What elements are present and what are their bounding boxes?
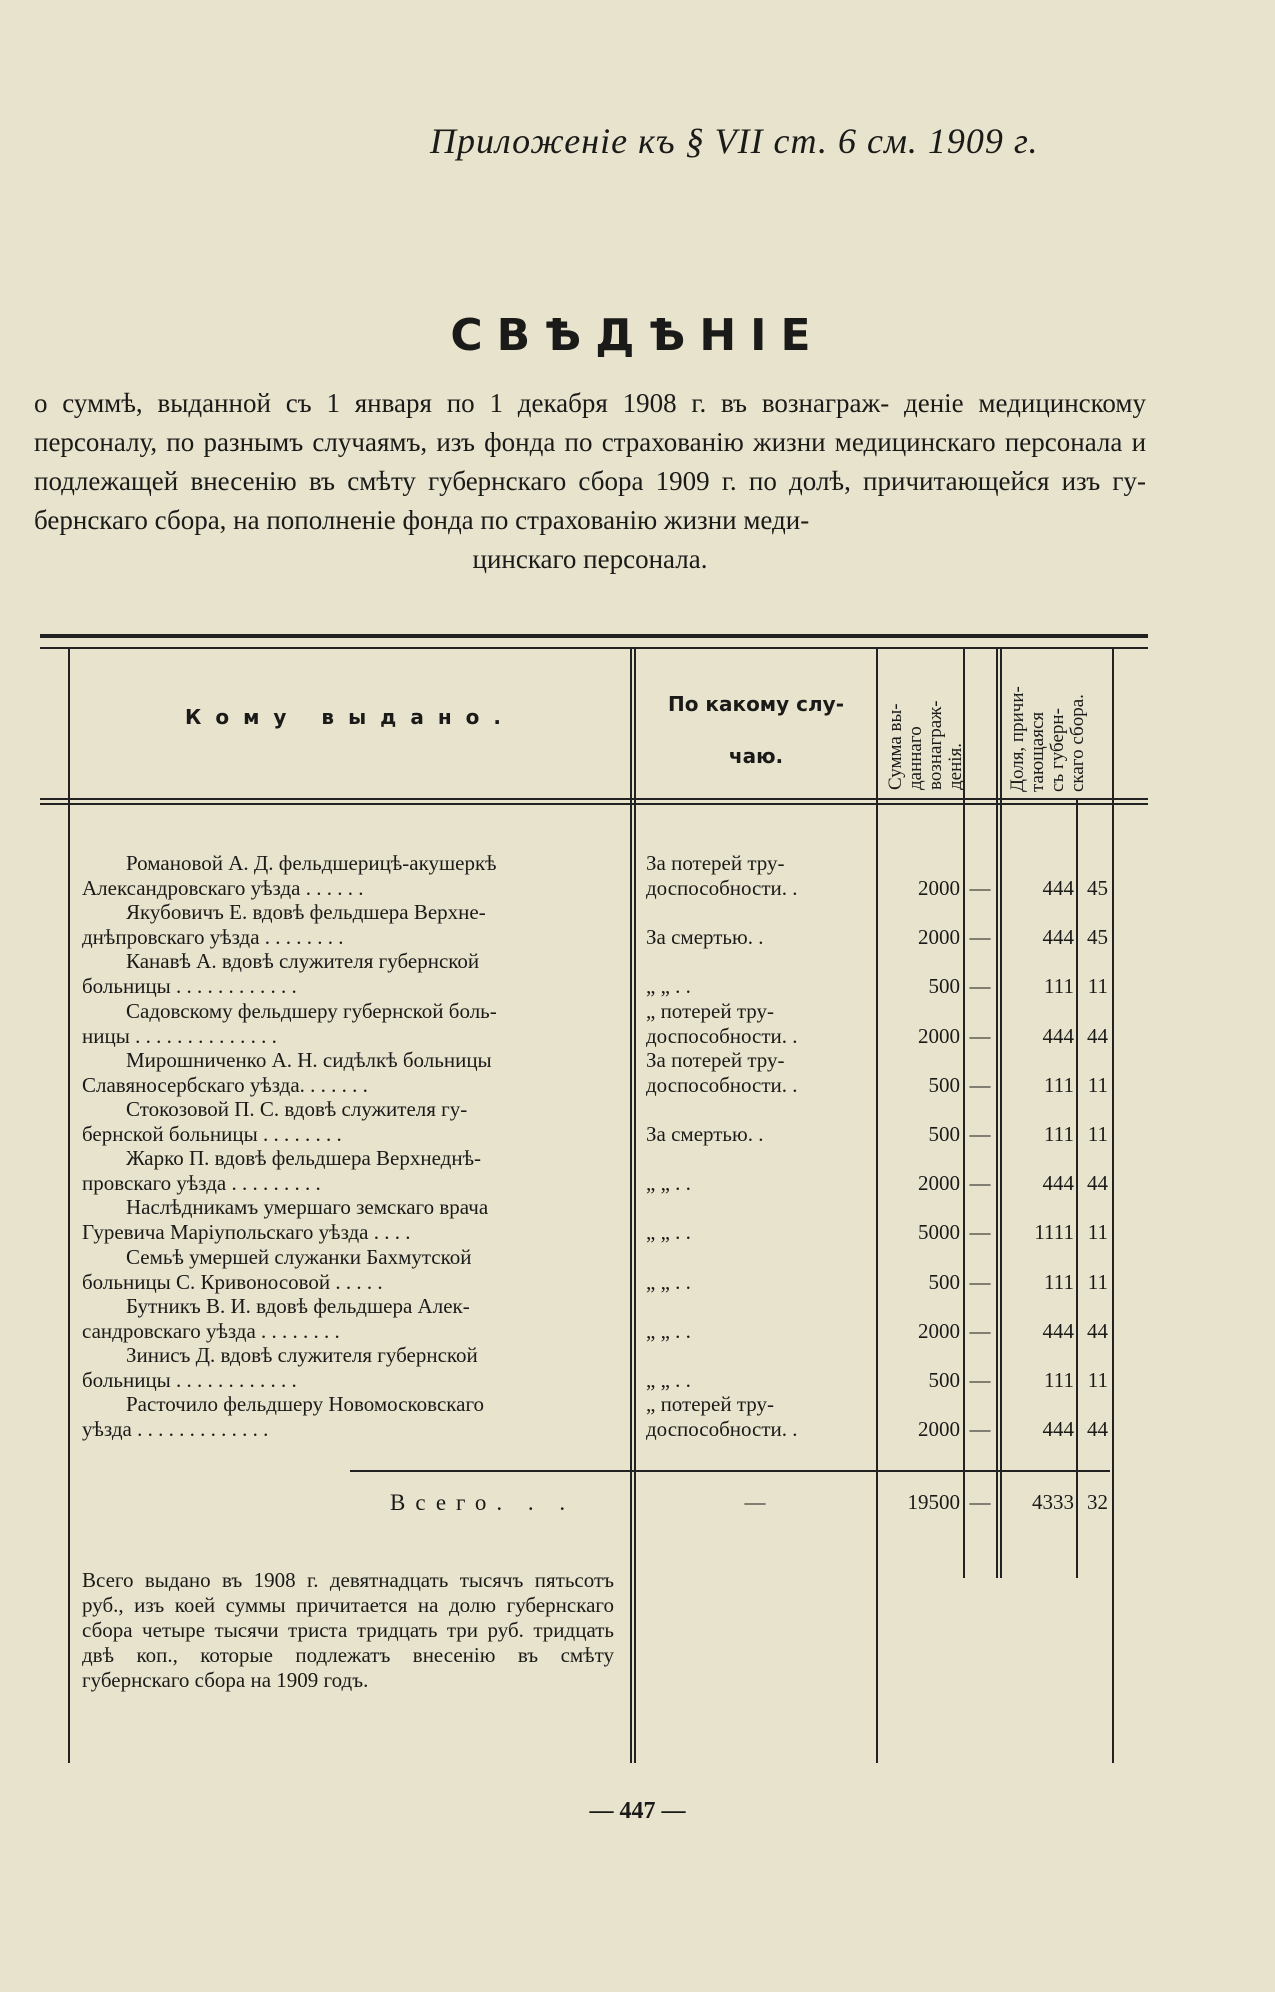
- case-line-1: За потерей тру-: [646, 1047, 785, 1072]
- table-row-share-kop: 11: [1087, 974, 1108, 999]
- case-line-1: [646, 1146, 878, 1171]
- page-number: — 447 —: [589, 1798, 686, 1824]
- case-line-2: доспособности. .: [646, 1023, 798, 1048]
- subtitle-line: страхованію жизни медицинскаго персонала и подлежащей внесенію: [34, 427, 1147, 496]
- col-divider-who: [630, 648, 632, 1763]
- who-line-1: Семьѣ умершей служанки Бахмутской: [126, 1244, 472, 1269]
- case-line-2: доспособности. .: [646, 1072, 798, 1097]
- subtitle-line: бернскаго сбора, на пополненіе фонда по страхованію жизни меди-: [34, 505, 810, 535]
- col-divider-who-2: [634, 648, 636, 1763]
- table-row-sum: 500: [928, 1122, 960, 1146]
- table-row-dash: —: [969, 1072, 991, 1097]
- case-line-1: [646, 1294, 878, 1319]
- who-line-2: бернской больницы . . . . . . . .: [82, 1122, 342, 1146]
- case-line-2: „ „ . .: [646, 1318, 691, 1343]
- table-row-share-kop: 45: [1087, 876, 1108, 900]
- header-bottom-rule-2: [40, 803, 1148, 805]
- table-row-share-rub: 444: [1042, 1417, 1074, 1442]
- header-bottom-rule: [40, 798, 1148, 800]
- table-row-share-kop: 11: [1087, 1368, 1108, 1392]
- table-row-share-kop: 44: [1087, 1171, 1108, 1196]
- col-divider-dash: [996, 648, 998, 1578]
- case-line-2: „ „ . .: [646, 1171, 691, 1196]
- column-header-case-line1: По какому слу-: [667, 692, 844, 716]
- case-line-1: [646, 1343, 878, 1368]
- table-row-case: [646, 1097, 878, 1147]
- table-row-share-rub: 111: [1044, 1122, 1074, 1146]
- who-line-1: Расточило фельдшеру Новомосковскаго: [126, 1392, 485, 1417]
- column-header-sum-line: Сумма вы-: [885, 703, 906, 790]
- document-subtitle: [34, 384, 1146, 579]
- table-row-case: [646, 1294, 878, 1344]
- table-row-sum: 500: [928, 974, 960, 999]
- table-row-share-kop: 44: [1087, 1023, 1108, 1048]
- column-header-share-line: Доля, причи-: [1007, 686, 1028, 792]
- table-row-sum: 2000: [918, 1318, 960, 1343]
- table-row-who: [82, 999, 614, 1049]
- who-line-2: больницы С. Кривоносовой . . . . .: [82, 1269, 383, 1294]
- table-row-case: [646, 1146, 878, 1196]
- col-divider-kop: [1076, 800, 1078, 1578]
- table-row-sum: 2000: [918, 1171, 960, 1196]
- table-row-sum: 5000: [918, 1220, 960, 1245]
- column-header-sum-line: денія.: [945, 742, 966, 790]
- table-row-who: [82, 949, 614, 999]
- who-line-1: Наслѣдникамъ умершаго земскаго врача: [126, 1195, 489, 1220]
- who-line-2: Славяносербскаго уѣзда. . . . . . .: [82, 1072, 368, 1097]
- table-row-share-kop: 11: [1087, 1220, 1108, 1245]
- total-sum: 19500: [907, 1490, 960, 1514]
- table-row-sum: 500: [928, 1368, 960, 1392]
- who-line-1: Садовскому фельдшеру губернской боль-: [126, 998, 497, 1023]
- case-line-1: [646, 1195, 878, 1220]
- table-row-share-rub: 444: [1042, 876, 1074, 900]
- case-line-1: „ потерей тру-: [646, 998, 774, 1023]
- table-row-share-kop: 44: [1087, 1417, 1108, 1442]
- table-row-share-rub: 111: [1044, 974, 1074, 999]
- table-row-case: [646, 1343, 878, 1393]
- table-row-sum: 2000: [918, 1417, 960, 1442]
- case-line-2: За смертью. .: [646, 1122, 764, 1146]
- total-case: —: [744, 1490, 766, 1514]
- col-divider-share: [1000, 648, 1002, 1578]
- total-dash: —: [969, 1490, 991, 1514]
- table-row-share-rub: 111: [1044, 1269, 1074, 1294]
- who-line-2: Гуревича Маріупольскаго уѣзда . . . .: [82, 1220, 411, 1245]
- table-border-right: [1112, 648, 1114, 1763]
- column-header-sum-line: вознаграж-: [925, 700, 946, 790]
- column-header-case-line2: чаю.: [728, 744, 784, 768]
- who-line-2: провскаго уѣзда . . . . . . . . .: [82, 1171, 321, 1196]
- top-double-rule: [40, 634, 1148, 649]
- case-line-1: „ потерей тру-: [646, 1392, 774, 1417]
- table-row-dash: —: [969, 876, 991, 900]
- table-row-who: [82, 1392, 614, 1442]
- table-row-dash: —: [969, 1318, 991, 1343]
- subtitle-line: въ смѣту губернскаго сбора 1909 г. по долѣ, причитающейся изъ гу-: [308, 466, 1146, 496]
- case-line-2: „ „ . .: [646, 1269, 691, 1294]
- table-row-who: [82, 1343, 614, 1393]
- table-row-case: [646, 1195, 878, 1245]
- table-row-who: [82, 1294, 614, 1344]
- table-row-case: [646, 949, 878, 999]
- table-row-case: [646, 1392, 878, 1442]
- total-top-rule: [350, 1470, 1110, 1472]
- table-row-dash: —: [969, 1269, 991, 1294]
- table-row-case: [646, 900, 878, 950]
- who-line-1: Зинисъ Д. вдовѣ служителя губернской: [126, 1343, 478, 1367]
- column-header-sum-line: даннаго: [905, 726, 926, 790]
- case-line-1: [646, 1245, 878, 1270]
- table-row-share-rub: 444: [1042, 1171, 1074, 1196]
- table-row-case: [646, 851, 878, 901]
- table-row-case: [646, 1048, 878, 1098]
- table-row-who: [82, 1097, 614, 1147]
- who-line-1: Якубовичъ Е. вдовѣ фельдшера Верхне-: [126, 900, 486, 925]
- table-row-share-rub: 111: [1044, 1072, 1074, 1097]
- table-row-dash: —: [969, 1171, 991, 1196]
- table-row-sum: 2000: [918, 925, 960, 950]
- who-line-2: больницы . . . . . . . . . . . .: [82, 974, 297, 999]
- table-row-case: [646, 1245, 878, 1295]
- table-row-sum: 500: [928, 1269, 960, 1294]
- column-header-share-line: скаго сбора.: [1067, 694, 1088, 792]
- who-line-1: Мирошниченко А. Н. сидѣлкѣ больницы: [126, 1047, 492, 1072]
- who-line-1: Бутникъ В. И. вдовѣ фельдшера Алек-: [126, 1293, 470, 1318]
- table-row-dash: —: [969, 1220, 991, 1245]
- who-line-1: Жарко П. вдовѣ фельдшера Верхнеднѣ-: [126, 1146, 481, 1171]
- case-line-1: [646, 949, 878, 974]
- subtitle-line: о суммѣ, выданной съ 1 января по 1 декабря 1908 г. въ вознаграж-: [34, 388, 890, 418]
- table-row-who: [82, 1146, 614, 1196]
- table-row-sum: 500: [928, 1072, 960, 1097]
- table-row-dash: —: [969, 1023, 991, 1048]
- table-row-sum: 2000: [918, 876, 960, 900]
- total-share-rub: 4333: [1032, 1490, 1074, 1514]
- total-label: Всего. . .: [390, 1490, 576, 1515]
- who-line-2: днѣпровскаго уѣзда . . . . . . . .: [82, 925, 344, 950]
- who-line-2: больницы . . . . . . . . . . . .: [82, 1368, 297, 1392]
- table-row-dash: —: [969, 1122, 991, 1146]
- summary-text: Всего выдано въ 1908 г. девятнадцать тысячъ пятьсотъ руб., изъ коей суммы причитается на долю губернскаго сбора четыре тысячи триста тридцать три руб. тридцать двѣ коп., которые подлежатъ внесенію въ смѣту губернскаго сбора на 1909 годъ.: [82, 1568, 614, 1692]
- case-line-2: „ „ . .: [646, 974, 691, 999]
- table-row-share-rub: 111: [1044, 1368, 1074, 1392]
- column-header-case: [636, 678, 876, 782]
- table-row-who: [82, 900, 614, 950]
- who-line-1: Канавѣ А. вдовѣ служителя губернской: [126, 949, 480, 974]
- table-row-dash: —: [969, 925, 991, 950]
- table-row-share-kop: 45: [1087, 925, 1108, 950]
- subtitle-line: деніе медицинскому персоналу, по разнымъ случаямъ, изъ фонда по: [34, 388, 1146, 457]
- subtitle-line: цинскаго персонала.: [472, 544, 708, 574]
- case-line-1: За потерей тру-: [646, 851, 785, 875]
- who-line-2: уѣзда . . . . . . . . . . . . .: [82, 1417, 269, 1442]
- table-row-share-rub: 444: [1042, 925, 1074, 950]
- header-note: Приложеніе къ § VII ст. 6 см. 1909 г.: [430, 121, 1039, 161]
- table-row-who: [82, 1245, 614, 1295]
- column-header-share: [1008, 686, 1088, 792]
- table-row-dash: —: [969, 1368, 991, 1392]
- who-line-2: сандровскаго уѣзда . . . . . . . .: [82, 1318, 340, 1343]
- table-row-who: [82, 851, 614, 901]
- table-row-who: [82, 1048, 614, 1098]
- table-row-share-kop: 11: [1087, 1269, 1108, 1294]
- case-line-1: [646, 1097, 878, 1122]
- table-row-share-rub: 444: [1042, 1318, 1074, 1343]
- table-row-share-rub: 1111: [1034, 1220, 1074, 1245]
- who-line-2: ницы . . . . . . . . . . . . . .: [82, 1023, 277, 1048]
- who-line-1: Романовой А. Д. фельдшерицѣ-акушеркѣ: [126, 851, 497, 875]
- who-line-1: Стокозовой П. С. вдовѣ служителя гу-: [126, 1097, 468, 1121]
- case-line-1: [646, 900, 878, 925]
- table-row-dash: —: [969, 974, 991, 999]
- table-row-share-kop: 11: [1087, 1122, 1108, 1146]
- total-share-kop: 32: [1087, 1490, 1108, 1514]
- table-row-dash: —: [969, 1417, 991, 1442]
- table-row-share-kop: 11: [1087, 1072, 1108, 1097]
- column-header-who: Кому выдано.: [185, 705, 515, 729]
- page-title: СВѢДѢНІЕ: [450, 310, 825, 361]
- table-row-case: [646, 999, 878, 1049]
- table-row-sum: 2000: [918, 1023, 960, 1048]
- column-header-share-line: тающаяся: [1027, 711, 1048, 792]
- case-line-2: „ „ . .: [646, 1220, 691, 1245]
- column-header-share-line: съ губерн-: [1047, 708, 1068, 792]
- table-border-left: [68, 648, 70, 1763]
- table-row-share-kop: 44: [1087, 1318, 1108, 1343]
- case-line-2: „ „ . .: [646, 1368, 691, 1392]
- table-row-who: [82, 1195, 614, 1245]
- table-row-share-rub: 444: [1042, 1023, 1074, 1048]
- who-line-2: Александровскаго уѣзда . . . . . .: [82, 876, 364, 900]
- case-line-2: За смертью. .: [646, 925, 764, 950]
- case-line-2: доспособности. .: [646, 876, 798, 900]
- column-header-sum: [886, 700, 966, 790]
- case-line-2: доспособности. .: [646, 1417, 798, 1442]
